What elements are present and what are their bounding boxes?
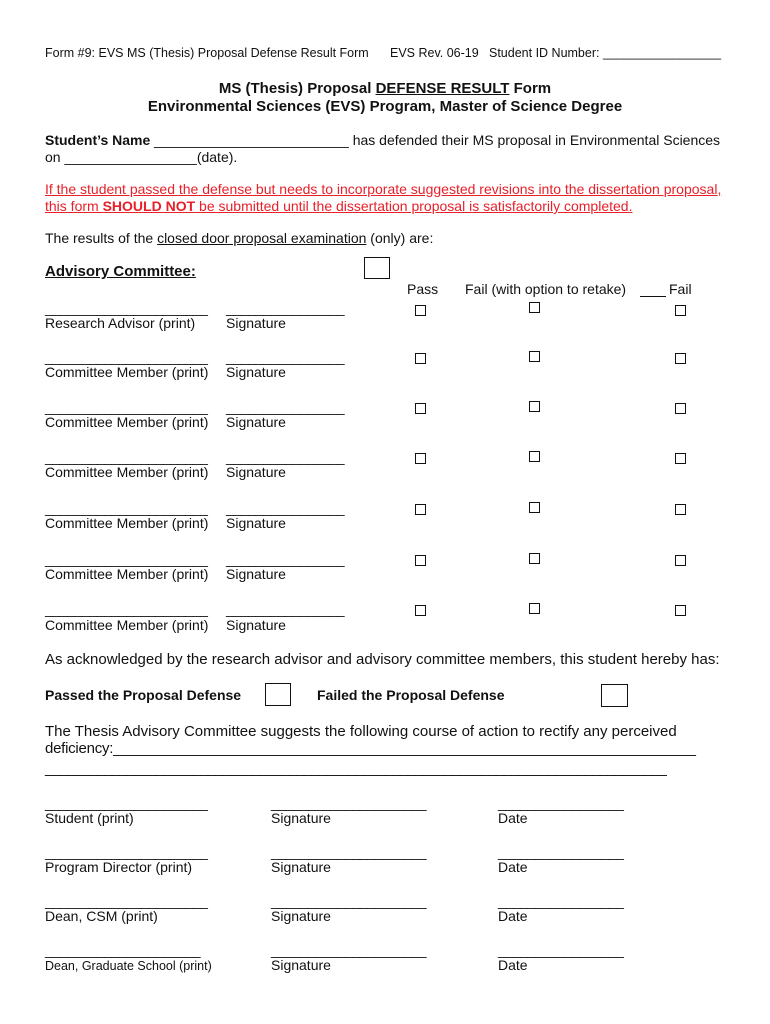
revision-label: EVS Rev. 06-19 [390, 46, 479, 60]
failed-label: Failed the Proposal Defense [317, 687, 505, 703]
signature-label: Signature [271, 908, 331, 924]
form-subtitle: Environmental Sciences (EVS) Program, Master of Science Degree [147, 98, 623, 115]
header-rule [640, 296, 666, 297]
name-blank[interactable]: _____________________ [45, 942, 201, 958]
name-blank[interactable]: ______________________ [45, 893, 208, 909]
signature-blank[interactable]: ________________ [226, 449, 345, 465]
name-blank[interactable]: ______________________ [45, 601, 208, 617]
column-fail-retake: Fail (with option to retake) [465, 281, 627, 297]
signature-blank[interactable]: ________________ [226, 551, 345, 567]
warning-line-2: this form SHOULD NOT be submitted until the dissertation proposal is satisfactorily completed. [45, 198, 633, 214]
date-label: Date [498, 908, 528, 924]
pass-checkbox[interactable] [415, 504, 426, 515]
name-blank[interactable]: ______________________ [45, 500, 208, 516]
suggest-text: The Thesis Advisory Committee suggests the following course of action to rectify any perceived [45, 723, 677, 740]
pass-checkbox[interactable] [415, 353, 426, 364]
student-id-field[interactable]: _____ [686, 46, 722, 60]
fail-retake-checkbox[interactable] [529, 553, 540, 564]
warning-line-1: If the student passed the defense but needs to incorporate suggested revisions into the dissertation proposal, [45, 181, 722, 197]
fail-retake-checkbox[interactable] [529, 451, 540, 462]
deficiency-field-continued[interactable]: ____________________________________________________________________________________ [45, 760, 666, 777]
signature-blank[interactable]: _____________________ [271, 844, 427, 860]
signature-blank[interactable]: _____________________ [271, 942, 427, 958]
fail-retake-checkbox[interactable] [529, 351, 540, 362]
signature-label: Signature [226, 566, 286, 582]
student-name-label: Student’s Name [45, 132, 151, 148]
role-label: Program Director (print) [45, 859, 193, 875]
signature-blank[interactable]: ________________ [226, 500, 345, 516]
date-blank[interactable]: _________________ [498, 942, 624, 958]
signature-label: Signature [226, 364, 286, 380]
date-blank[interactable]: _________________ [498, 795, 624, 811]
signature-label: Signature [271, 859, 331, 875]
acknowledge-text: As acknowledged by the research advisor and advisory committee members, this student hereby has: [45, 651, 720, 668]
form-label: Form #9: EVS MS (Thesis) Proposal Defense Result Form [45, 46, 369, 60]
signature-label: Signature [226, 617, 286, 633]
fail-retake-checkbox[interactable] [529, 502, 540, 513]
results-line: The results of the closed door proposal examination (only) are: [45, 230, 434, 246]
student-name-line: Student’s Name _________________________ has defended their MS proposal in Environmental Sciences [45, 132, 721, 148]
role-label: Committee Member (print) [45, 617, 209, 633]
signature-blank[interactable]: _____________________ [271, 795, 427, 811]
pass-checkbox[interactable] [415, 403, 426, 414]
failed-checkbox[interactable] [601, 684, 628, 707]
passed-checkbox[interactable] [265, 683, 291, 706]
role-label: Dean, CSM (print) [45, 908, 158, 924]
signature-label: Signature [271, 957, 331, 973]
fail-checkbox[interactable] [675, 504, 686, 515]
signature-label: Signature [226, 315, 286, 331]
pass-checkbox[interactable] [415, 453, 426, 464]
fail-retake-checkbox[interactable] [529, 603, 540, 614]
date-label: Date [498, 859, 528, 875]
role-label: Committee Member (print) [45, 515, 209, 531]
pass-checkbox[interactable] [415, 555, 426, 566]
signature-blank[interactable]: ________________ [226, 349, 345, 365]
fail-checkbox[interactable] [675, 453, 686, 464]
name-blank[interactable]: ______________________ [45, 551, 208, 567]
name-blank[interactable]: ______________________ [45, 349, 208, 365]
advisory-committee-heading: Advisory Committee: [45, 263, 196, 280]
signature-blank[interactable]: _____________________ [271, 893, 427, 909]
fail-checkbox[interactable] [675, 403, 686, 414]
role-label: Committee Member (print) [45, 414, 209, 430]
signature-label: Signature [226, 515, 286, 531]
signature-label: Signature [226, 464, 286, 480]
pass-checkbox[interactable] [415, 605, 426, 616]
signature-label: Signature [226, 414, 286, 430]
role-label: Research Advisor (print) [45, 315, 196, 331]
name-blank[interactable]: ______________________ [45, 795, 208, 811]
fail-checkbox[interactable] [675, 605, 686, 616]
deficiency-field[interactable]: deficiency:________________________________________________________________________ [45, 740, 696, 757]
signature-blank[interactable]: ________________ [226, 399, 345, 415]
signature-label: Signature [271, 810, 331, 826]
role-label: Dean, Graduate School (print) [45, 959, 212, 973]
fail-checkbox[interactable] [675, 353, 686, 364]
date-label: Date [498, 810, 528, 826]
name-blank[interactable]: ______________________ [45, 399, 208, 415]
signature-blank[interactable]: ________________ [226, 300, 345, 316]
fail-retake-checkbox[interactable] [529, 401, 540, 412]
name-blank[interactable]: ______________________ [45, 300, 208, 316]
role-label: Committee Member (print) [45, 464, 209, 480]
pass-checkbox[interactable] [415, 305, 426, 316]
role-label: Student (print) [45, 810, 134, 826]
passed-label: Passed the Proposal Defense [45, 687, 242, 703]
fail-checkbox[interactable] [675, 305, 686, 316]
committee-checkbox[interactable] [364, 257, 390, 279]
student-name-field[interactable]: _________________________ [150, 132, 353, 148]
defense-date-field[interactable]: on _________________(date). [45, 149, 238, 165]
fail-retake-checkbox[interactable] [529, 302, 540, 313]
name-blank[interactable]: ______________________ [45, 449, 208, 465]
column-fail: Fail [669, 281, 692, 297]
date-blank[interactable]: _________________ [498, 844, 624, 860]
signature-blank[interactable]: ________________ [226, 601, 345, 617]
student-id-label: Student ID Number: _________________ [489, 46, 722, 60]
role-label: Committee Member (print) [45, 566, 209, 582]
form-title: MS (Thesis) Proposal DEFENSE RESULT Form [218, 80, 552, 97]
date-label: Date [498, 957, 528, 973]
column-pass: Pass [407, 281, 439, 297]
name-blank[interactable]: ______________________ [45, 844, 208, 860]
date-blank[interactable]: _________________ [498, 893, 624, 909]
role-label: Committee Member (print) [45, 364, 209, 380]
fail-checkbox[interactable] [675, 555, 686, 566]
